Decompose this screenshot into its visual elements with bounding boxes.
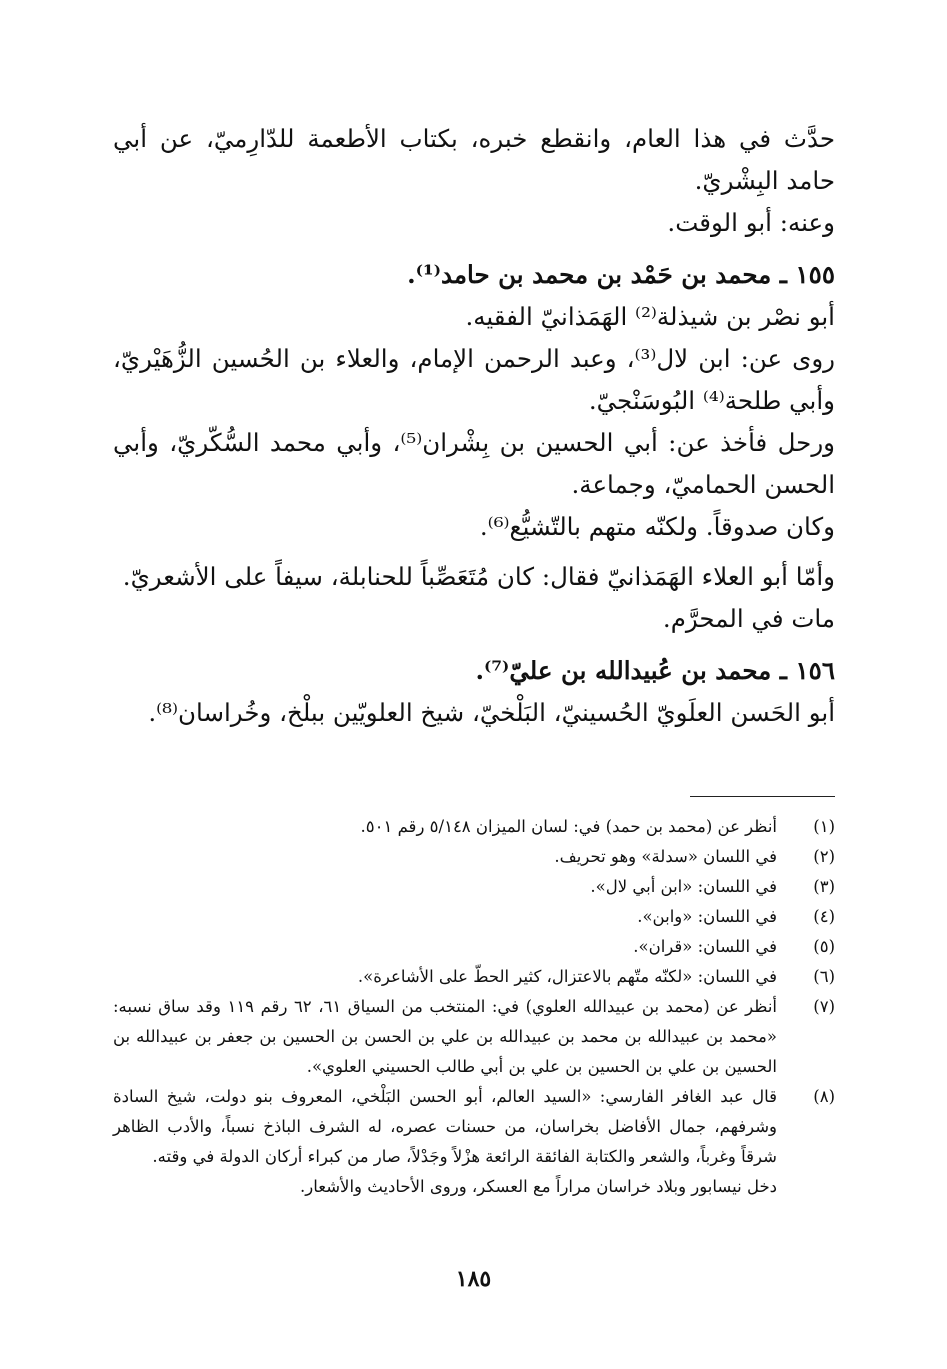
footnote-text: قال عبد الغافر الفارسي: «السيد العالم، أبو الحسن البَلْخي، المعروف بنو دولت، شيخ السادة وشرفهم، جمال الأفاضل بخراسان، من حسنات عصره، له الشرف الباذخ نسباً، والأدب الظاهر شرقاً وغرباً، والشعر والكتابة الفائقة الرائعة هزْلاً وجَدْلاً، صار من كبراء أركان الدولة في وقته.: [113, 1087, 777, 1166]
footnote-number: (٦): [813, 967, 835, 986]
footnote-continuation: دخل نيسابور وبلاد خراسان مراراً مع العسكر، وروى الأحاديث والأشعار.: [300, 1177, 777, 1196]
entry-heading-155: ١٥٥ ـ محمد بن حَمْد بن محمد بن حامد⁽¹⁾.: [407, 260, 835, 289]
footnote: [113, 932, 835, 962]
footnote-number: (٧): [813, 997, 835, 1016]
footnote-divider: [690, 796, 835, 797]
paragraph: حدَّث في هذا العام، وانقطع خبره، بكتاب الأطعمة للدّارِميّ، عن أبي حامد البِشْريّ.: [113, 124, 835, 195]
paragraph: وأمّا أبو العلاء الهَمَذانيّ فقال: كان مُتَعَصِّباً للحنابلة، سيفاً على الأشعريّ.: [122, 562, 835, 591]
paragraph: مات في المحرَّم.: [662, 604, 835, 633]
footnote-text: في اللسان «سدلة» وهو تحريف.: [554, 847, 777, 866]
paragraph: ورحل فأخذ عن: أبي الحسين بن بِشْران⁽⁵⁾، وأبي محمد السُّكّريّ، وأبي الحسن الحماميّ، وجماعة.: [113, 428, 835, 499]
footnote-text: في اللسان: «وابن».: [637, 907, 777, 926]
paragraph: أبو نصْر بن شيذلة⁽²⁾ الهَمَذانيّ الفقيه.: [465, 302, 835, 331]
footnote-text: أنظر عن (محمد بن عبيدالله العلوي) في: المنتخب من السياق ٦١، ٦٢ رقم ١١٩ وقد ساق نسبه: «محمد بن عبيدالله بن محمد بن عبيدالله بن علي بن الحسن بن الحسين بن جعفر بن عبيدالله بن الحسين بن علي بن الحسين بن علي بن أبي طالب الحسيني العلوي».: [113, 997, 777, 1076]
footnote: [113, 992, 835, 1082]
footnote-text: في اللسان: «لكنّه متّهم بالاعتزال، كثير الحطّ على الأشاعرة».: [357, 967, 777, 986]
paragraph: وعنه: أبو الوقت.: [667, 208, 835, 237]
footnote: [113, 1082, 835, 1172]
footnote: [113, 842, 835, 872]
footnote: [113, 812, 835, 842]
footnote-text: أنظر عن (محمد بن حمد) في: لسان الميزان ٥/١٤٨ رقم ٥٠١.: [360, 817, 777, 836]
main-text: [113, 118, 835, 734]
footnote-number: (١): [813, 817, 835, 836]
page-number: ١٨٥: [455, 1266, 492, 1292]
footnote-number: (٢): [813, 847, 835, 866]
footnotes: [113, 812, 835, 1202]
footnote-text: في اللسان: «ابن أبي لال».: [590, 877, 777, 896]
paragraph: روى عن: ابن لال⁽³⁾، وعبد الرحمن الإمام، والعلاء بن الحُسين الزُّهَيْريّ، وأبي طلحة⁽⁴⁾ البُوسَنْجيّ.: [113, 344, 835, 415]
footnote-number: (٨): [813, 1087, 835, 1106]
footnote-number: (٥): [813, 937, 835, 956]
footnote-number: (٣): [813, 877, 835, 896]
footnote: [113, 872, 835, 902]
footnote: [113, 962, 835, 992]
paragraph: أبو الحَسن العلَويّ الحُسينيّ، البَلْخيّ، شيخ العلويّين ببلْخ، وخُراسان⁽⁸⁾.: [148, 698, 835, 727]
paragraph: وكان صدوقاً. ولكنّه متهم بالتّشيُّع⁽⁶⁾.: [479, 512, 835, 541]
footnote-text: في اللسان: «قران».: [633, 937, 777, 956]
footnote-number: (٤): [813, 907, 835, 926]
entry-heading-156: ١٥٦ ـ محمد بن عُبيدالله بن عليّ⁽⁷⁾.: [475, 656, 835, 685]
footnote: [113, 902, 835, 932]
